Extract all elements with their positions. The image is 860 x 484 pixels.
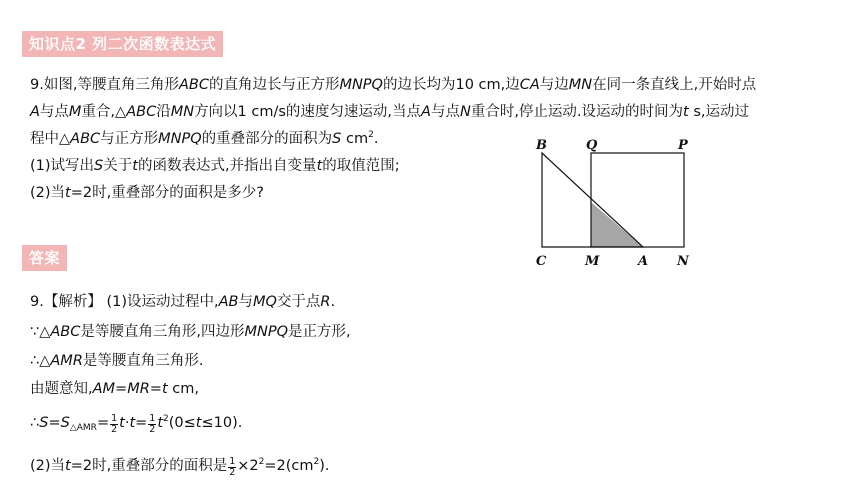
answer-line-4: 由题意知,AM=MR=t cm, (30, 381, 199, 397)
answer-line-3: ∴△AMR是等腰直角三角形. (30, 353, 204, 369)
question-1: (1)试写出S关于t的函数表达式,并指出自变量t的取值范围; (30, 158, 400, 174)
section-title-answer: 答案 (22, 245, 67, 271)
answer-line-1: 9.【解析】 (1)设运动过程中,AB与MQ交于点R. (30, 294, 336, 310)
label-A: A (638, 254, 649, 269)
label-N: N (677, 254, 689, 269)
section-title-knowledge-point: 知识点2 列二次函数表达式 (22, 31, 223, 57)
label-B: B (536, 138, 547, 153)
answer-line-6: (2)当t=2时,重叠部分的面积是 $\frac{1}{2}$ $\times 2^2=2(cm^2)$. (30, 456, 330, 478)
geometry-figure (525, 135, 705, 270)
label-C: C (536, 254, 547, 269)
fraction-one-half: $\frac{1}{2}$ (149, 413, 156, 435)
fraction-one-half: $\frac{1}{2}$ (111, 413, 118, 435)
fraction-one-half: $\frac{1}{2}$ (229, 456, 236, 478)
answer-line-2: ∵△ABC是等腰直角三角形,四边形MNPQ是正方形, (30, 324, 351, 340)
label-Q: Q (586, 138, 598, 153)
label-P: P (678, 138, 688, 153)
label-M: M (585, 254, 600, 269)
question-2: (2)当t=2时,重叠部分的面积是多少? (30, 185, 264, 201)
problem-statement: 9.如图,等腰直角三角形ABC的直角边长与正方形MNPQ的边长均为10 cm,边CA与边MN在同一条直线上,开始时点 A与点M重合,△ABC沿MN方向以1 cm/s的速度匀速运动,当点A与点N重合时,停止运动.设运动的时间为t s,运动过 程中△ABC与正方形MNPQ的重叠部分的面积为S $cm^2$. (1)试写出S关于t的函数表达式,并指出自变量t的取值范围; (2)当t=2时,重叠部分的面积是多少? (30, 77, 757, 201)
answer-line-5-formula: $\therefore S=S_{\triangle AMR}=$ $\frac{1}{2}$ t·t= $\frac{1}{2}$ $t^2(0\le t\le 10)$. (30, 413, 243, 435)
